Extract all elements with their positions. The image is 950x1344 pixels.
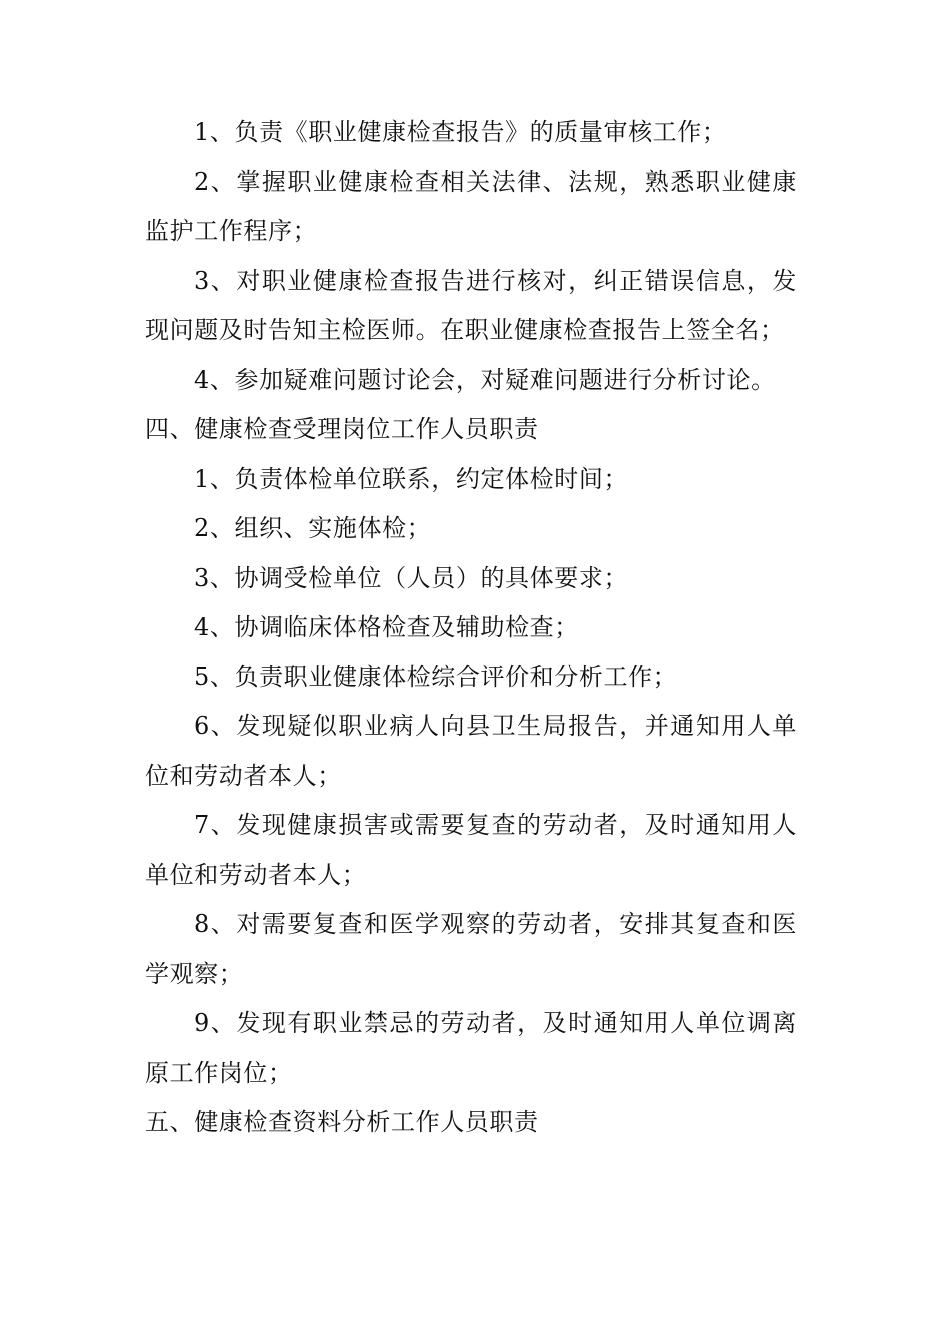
section-heading: 五、健康检查资料分析工作人员职责 bbox=[145, 1108, 539, 1136]
paragraph-item: 7、发现健康损害或需要复查的劳动者，及时通知用人单位和劳动者本人； bbox=[145, 811, 797, 889]
paragraph-item: 3、对职业健康检查报告进行核对，纠正错误信息，发现问题及时告知主检医师。在职业健康检查报告上签全名； bbox=[145, 266, 797, 344]
document-body bbox=[145, 108, 797, 1148]
paragraph-item: 5、负责职业健康体检综合评价和分析工作； bbox=[194, 662, 678, 691]
paragraph-item: 1、负责《职业健康检查报告》的质量审核工作； bbox=[194, 118, 727, 146]
paragraph-item: 1、负责体检单位联系，约定体检时间； bbox=[194, 464, 629, 493]
paragraph-item: 8、对需要复查和医学观察的劳动者，安排其复查和医学观察； bbox=[145, 910, 797, 988]
paragraph-item: 9、发现有职业禁忌的劳动者，及时通知用人单位调离原工作岗位； bbox=[145, 1009, 797, 1087]
paragraph-item: 6、发现疑似职业病人向县卫生局报告，并通知用人单位和劳动者本人； bbox=[145, 712, 797, 790]
paragraph-item: 3、协调受检单位（人员）的具体要求； bbox=[194, 563, 629, 592]
paragraph-item: 2、组织、实施体检； bbox=[194, 514, 432, 542]
paragraph-item: 2、掌握职业健康检查相关法律、法规，熟悉职业健康监护工作程序； bbox=[145, 167, 797, 245]
section-heading: 四、健康检查受理岗位工作人员职责 bbox=[145, 415, 539, 443]
paragraph-item: 4、参加疑难问题讨论会，对疑难问题进行分析讨论。 bbox=[194, 365, 776, 394]
paragraph-item: 4、协调临床体格检查及辅助检查； bbox=[194, 613, 579, 641]
